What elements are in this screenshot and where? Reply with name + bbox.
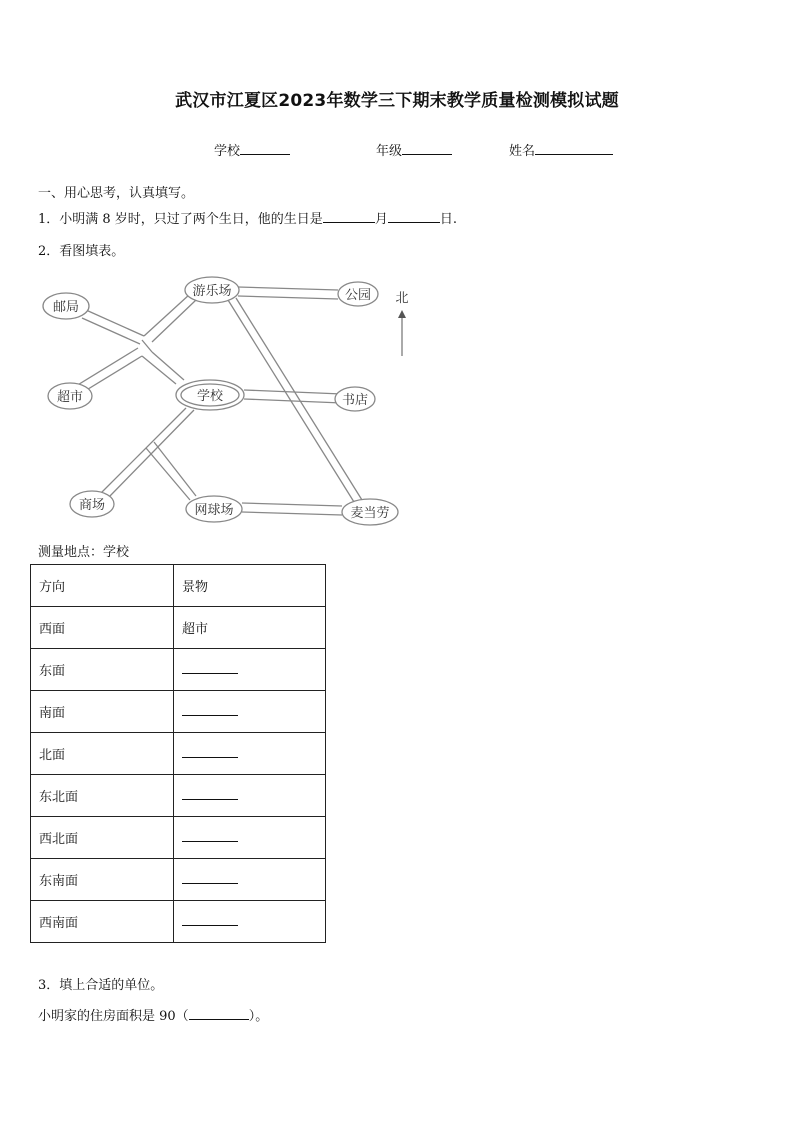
table-row — [31, 649, 326, 691]
question-3-sub — [38, 1005, 268, 1024]
q3-sub-text: 小明家的住房面积是 90（ — [38, 1009, 189, 1024]
place-cell — [174, 901, 326, 943]
grade-label: 年级 — [376, 144, 403, 159]
answer-blank[interactable] — [182, 787, 238, 800]
map-label-mcdonalds: 麦当劳 — [350, 506, 390, 521]
place-cell — [174, 691, 326, 733]
direction-cell: 南面 — [31, 691, 174, 733]
answer-blank[interactable] — [182, 745, 238, 758]
table-row — [31, 607, 326, 649]
road-school-bookstore — [244, 390, 342, 403]
q3-unit-blank[interactable] — [189, 1007, 249, 1020]
answer-blank[interactable] — [182, 661, 238, 674]
map-label-amusement-park: 游乐场 — [192, 284, 232, 299]
name-blank[interactable] — [535, 140, 613, 155]
map-label-supermarket: 超市 — [56, 390, 84, 405]
map-label-mall: 商场 — [78, 498, 106, 513]
answer-blank[interactable] — [182, 913, 238, 926]
q3-close: ）。 — [248, 1009, 269, 1024]
measure-point: 测量地点：学校 — [38, 545, 130, 560]
table-header-place: 景物 — [174, 565, 326, 607]
school-field — [214, 140, 290, 159]
place-cell — [174, 817, 326, 859]
name-label: 姓名 — [509, 144, 536, 159]
question-1 — [38, 208, 457, 227]
road-junction-school — [142, 340, 184, 384]
q1-month-blank[interactable] — [323, 210, 375, 223]
question-2: 2．看图填表。 — [38, 244, 125, 259]
section1-heading: 一、用心思考，认真填写。 — [38, 186, 195, 201]
school-label: 学校 — [214, 144, 241, 159]
grade-field — [376, 140, 452, 159]
table-row — [31, 817, 326, 859]
direction-cell: 西北面 — [31, 817, 174, 859]
answer-blank[interactable] — [182, 871, 238, 884]
direction-cell: 西面 — [31, 607, 174, 649]
road-post-junction — [82, 310, 144, 344]
place-cell — [174, 859, 326, 901]
school-blank[interactable] — [240, 140, 290, 155]
road-tennis-mcdonalds — [242, 503, 342, 515]
answer-blank[interactable] — [182, 703, 238, 716]
direction-cell: 东南面 — [31, 859, 174, 901]
q1-month-label: 月 — [374, 212, 388, 227]
north-label: 北 — [395, 291, 409, 306]
map-label-post-office: 邮局 — [52, 300, 80, 315]
direction-cell: 东面 — [31, 649, 174, 691]
direction-cell: 北面 — [31, 733, 174, 775]
table-row — [31, 859, 326, 901]
place-cell — [174, 733, 326, 775]
north-arrow-icon — [398, 310, 406, 356]
answer-blank[interactable] — [182, 829, 238, 842]
map-label-school: 学校 — [196, 389, 224, 404]
table-header-direction: 方向 — [31, 565, 174, 607]
direction-map — [30, 272, 430, 530]
direction-cell: 西南面 — [31, 901, 174, 943]
table-row — [31, 691, 326, 733]
place-cell: 超市 — [174, 607, 326, 649]
road-amusement-park — [238, 287, 338, 299]
grade-blank[interactable] — [402, 140, 452, 155]
table-row — [31, 775, 326, 817]
q1-day-blank[interactable] — [388, 210, 440, 223]
road-junction-amusement — [144, 294, 196, 342]
q1-day-label: 日. — [439, 212, 457, 227]
map-label-bookstore: 书店 — [341, 393, 369, 408]
table-row — [31, 901, 326, 943]
direction-table — [30, 564, 326, 943]
name-field — [509, 140, 613, 159]
map-label-tennis-court: 网球场 — [194, 503, 234, 518]
table-row — [31, 733, 326, 775]
place-cell — [174, 775, 326, 817]
question-3: 3．填上合适的单位。 — [38, 978, 164, 993]
direction-cell: 东北面 — [31, 775, 174, 817]
q1-prefix: 1．小明满 8 岁时，只过了两个生日，他的生日是 — [38, 212, 323, 227]
road-school-mall — [100, 408, 194, 498]
table-header-row — [31, 565, 326, 607]
place-cell — [174, 649, 326, 691]
map-label-park: 公园 — [344, 288, 372, 303]
page-title: 武汉市江夏区2023年数学三下期末教学质量检测模拟试题 — [175, 91, 619, 111]
